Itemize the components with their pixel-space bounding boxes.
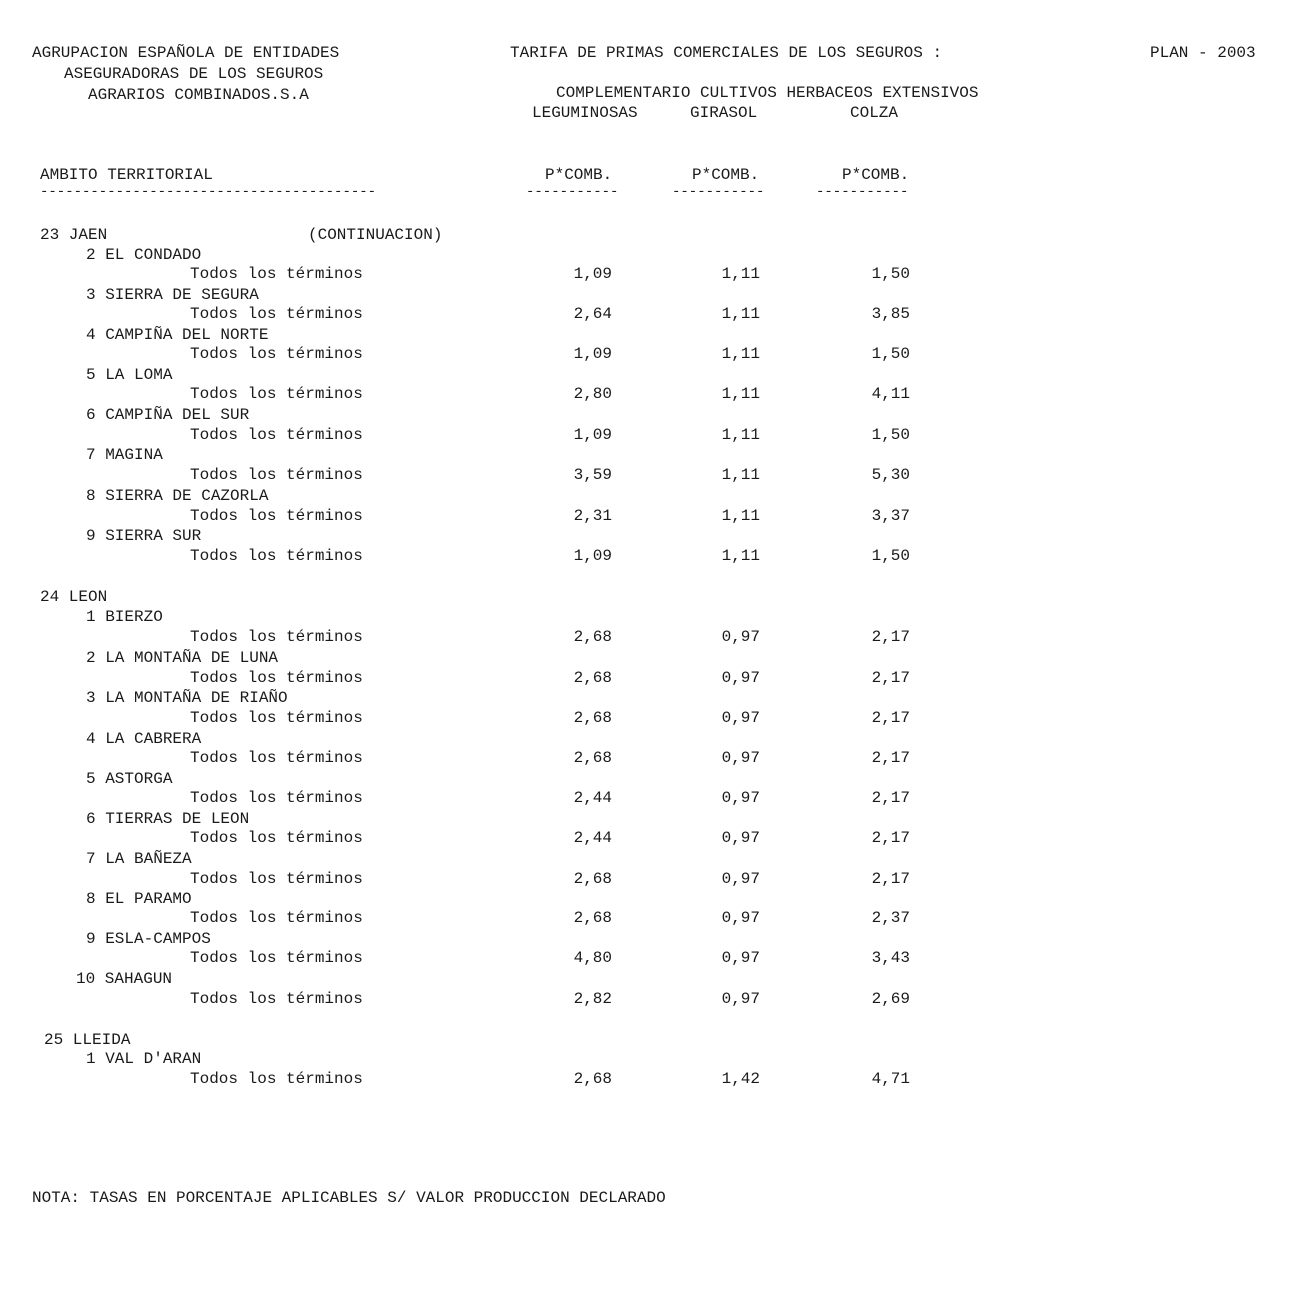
terminos-label: Todos los términos bbox=[190, 628, 363, 646]
value-colza: 2,17 bbox=[871, 749, 910, 767]
terminos-label: Todos los términos bbox=[190, 265, 363, 283]
value-colza: 5,30 bbox=[871, 466, 910, 484]
terminos-label: Todos los términos bbox=[190, 466, 363, 484]
value-colza: 2,17 bbox=[871, 829, 910, 847]
terminos-label: Todos los términos bbox=[190, 385, 363, 403]
terminos-label: Todos los términos bbox=[190, 305, 363, 323]
terminos-label: Todos los términos bbox=[190, 870, 363, 888]
comarca-name: 4 LA CABRERA bbox=[86, 730, 202, 748]
value-girasol: 0,97 bbox=[721, 949, 760, 967]
terminos-label: Todos los términos bbox=[190, 990, 363, 1008]
value-girasol: 1,11 bbox=[721, 345, 760, 363]
comarca-name: 2 EL CONDADO bbox=[86, 246, 202, 264]
header-rule-girasol: ----------- bbox=[672, 186, 765, 198]
value-girasol: 1,11 bbox=[721, 466, 760, 484]
header-rule-leguminosas: ----------- bbox=[526, 186, 619, 198]
comarca-name: 4 CAMPIÑA DEL NORTE bbox=[86, 326, 269, 344]
terminos-label: Todos los términos bbox=[190, 669, 363, 687]
crop-header-girasol: GIRASOL bbox=[690, 104, 758, 122]
value-colza: 2,17 bbox=[871, 669, 910, 687]
comarca-name: 9 ESLA-CAMPOS bbox=[86, 930, 211, 948]
crop-header-leguminosas: LEGUMINOSAS bbox=[532, 104, 638, 122]
value-leguminosas: 2,64 bbox=[573, 305, 612, 323]
value-colza: 3,43 bbox=[871, 949, 910, 967]
value-girasol: 0,97 bbox=[721, 990, 760, 1008]
province-heading: 24 LEON bbox=[40, 588, 108, 606]
value-colza: 3,85 bbox=[871, 305, 910, 323]
header-rule-left: ---------------------------------------- bbox=[40, 186, 377, 198]
comarca-name: 1 BIERZO bbox=[86, 608, 163, 626]
value-girasol: 1,11 bbox=[721, 547, 760, 565]
value-leguminosas: 2,68 bbox=[573, 749, 612, 767]
value-girasol: 0,97 bbox=[721, 909, 760, 927]
value-leguminosas: 2,68 bbox=[573, 669, 612, 687]
value-girasol: 0,97 bbox=[721, 789, 760, 807]
value-colza: 4,71 bbox=[871, 1070, 910, 1088]
province-heading: 23 JAEN bbox=[40, 226, 108, 244]
comarca-name: 5 LA LOMA bbox=[86, 366, 173, 384]
terminos-label: Todos los términos bbox=[190, 949, 363, 967]
document-subtitle: COMPLEMENTARIO CULTIVOS HERBACEOS EXTENSIVOS bbox=[556, 84, 979, 102]
value-girasol: 1,11 bbox=[721, 507, 760, 525]
terminos-label: Todos los términos bbox=[190, 1070, 363, 1088]
value-colza: 1,50 bbox=[871, 547, 910, 565]
terminos-label: Todos los términos bbox=[190, 909, 363, 927]
value-leguminosas: 1,09 bbox=[573, 547, 612, 565]
value-colza: 2,17 bbox=[871, 628, 910, 646]
value-leguminosas: 2,68 bbox=[573, 870, 612, 888]
province-note: (CONTINUACION) bbox=[308, 226, 443, 244]
value-leguminosas: 2,82 bbox=[573, 990, 612, 1008]
org-name-line3: AGRARIOS COMBINADOS.S.A bbox=[88, 86, 309, 104]
value-leguminosas: 1,09 bbox=[573, 426, 612, 444]
value-girasol: 0,97 bbox=[721, 749, 760, 767]
value-girasol: 1,11 bbox=[721, 265, 760, 283]
comarca-name: 10 SAHAGUN bbox=[76, 970, 173, 988]
terminos-label: Todos los términos bbox=[190, 507, 363, 525]
value-colza: 2,69 bbox=[871, 990, 910, 1008]
value-leguminosas: 2,80 bbox=[573, 385, 612, 403]
value-girasol: 0,97 bbox=[721, 829, 760, 847]
value-girasol: 0,97 bbox=[721, 709, 760, 727]
header-rule-colza: ----------- bbox=[816, 186, 909, 198]
value-colza: 2,17 bbox=[871, 870, 910, 888]
comarca-name: 2 LA MONTAÑA DE LUNA bbox=[86, 649, 279, 667]
value-colza: 4,11 bbox=[871, 385, 910, 403]
comarca-name: 7 LA BAÑEZA bbox=[86, 850, 192, 868]
value-leguminosas: 2,44 bbox=[573, 789, 612, 807]
value-girasol: 1,42 bbox=[721, 1070, 760, 1088]
comarca-name: 3 LA MONTAÑA DE RIAÑO bbox=[86, 689, 288, 707]
value-colza: 2,17 bbox=[871, 709, 910, 727]
value-leguminosas: 2,68 bbox=[573, 1070, 612, 1088]
footer-note: NOTA: TASAS EN PORCENTAJE APLICABLES S/ VALOR PRODUCCION DECLARADO bbox=[32, 1189, 666, 1207]
value-girasol: 1,11 bbox=[721, 426, 760, 444]
ambito-territorial-header: AMBITO TERRITORIAL bbox=[40, 166, 213, 184]
comarca-name: 6 TIERRAS DE LEON bbox=[86, 810, 250, 828]
terminos-label: Todos los términos bbox=[190, 829, 363, 847]
terminos-label: Todos los términos bbox=[190, 547, 363, 565]
value-leguminosas: 2,68 bbox=[573, 628, 612, 646]
document-title: TARIFA DE PRIMAS COMERCIALES DE LOS SEGUROS : bbox=[510, 44, 943, 62]
terminos-label: Todos los términos bbox=[190, 345, 363, 363]
value-girasol: 1,11 bbox=[721, 305, 760, 323]
value-colza: 2,37 bbox=[871, 909, 910, 927]
comarca-name: 6 CAMPIÑA DEL SUR bbox=[86, 406, 250, 424]
subheader-colza: P*COMB. bbox=[842, 166, 910, 184]
value-leguminosas: 1,09 bbox=[573, 265, 612, 283]
value-leguminosas: 2,68 bbox=[573, 909, 612, 927]
comarca-name: 9 SIERRA SUR bbox=[86, 527, 202, 545]
value-colza: 3,37 bbox=[871, 507, 910, 525]
comarca-name: 7 MAGINA bbox=[86, 446, 163, 464]
comarca-name: 8 SIERRA DE CAZORLA bbox=[86, 487, 269, 505]
org-name-line1: AGRUPACION ESPAÑOLA DE ENTIDADES bbox=[32, 44, 340, 62]
value-leguminosas: 1,09 bbox=[573, 345, 612, 363]
comarca-name: 1 VAL D'ARAN bbox=[86, 1050, 202, 1068]
terminos-label: Todos los términos bbox=[190, 709, 363, 727]
comarca-name: 3 SIERRA DE SEGURA bbox=[86, 286, 259, 304]
crop-header-colza: COLZA bbox=[850, 104, 899, 122]
value-leguminosas: 3,59 bbox=[573, 466, 612, 484]
comarca-name: 5 ASTORGA bbox=[86, 770, 173, 788]
terminos-label: Todos los términos bbox=[190, 749, 363, 767]
value-girasol: 0,97 bbox=[721, 669, 760, 687]
value-colza: 2,17 bbox=[871, 789, 910, 807]
value-girasol: 0,97 bbox=[721, 870, 760, 888]
value-colza: 1,50 bbox=[871, 345, 910, 363]
value-girasol: 0,97 bbox=[721, 628, 760, 646]
org-name-line2: ASEGURADORAS DE LOS SEGUROS bbox=[64, 65, 324, 83]
terminos-label: Todos los términos bbox=[190, 426, 363, 444]
terminos-label: Todos los términos bbox=[190, 789, 363, 807]
plan-label: PLAN - 2003 bbox=[1150, 44, 1256, 62]
subheader-leguminosas: P*COMB. bbox=[545, 166, 613, 184]
value-leguminosas: 4,80 bbox=[573, 949, 612, 967]
value-leguminosas: 2,68 bbox=[573, 709, 612, 727]
province-heading: 25 LLEIDA bbox=[44, 1031, 131, 1049]
value-colza: 1,50 bbox=[871, 426, 910, 444]
value-leguminosas: 2,31 bbox=[573, 507, 612, 525]
value-colza: 1,50 bbox=[871, 265, 910, 283]
value-girasol: 1,11 bbox=[721, 385, 760, 403]
subheader-girasol: P*COMB. bbox=[692, 166, 760, 184]
comarca-name: 8 EL PARAMO bbox=[86, 890, 192, 908]
value-leguminosas: 2,44 bbox=[573, 829, 612, 847]
